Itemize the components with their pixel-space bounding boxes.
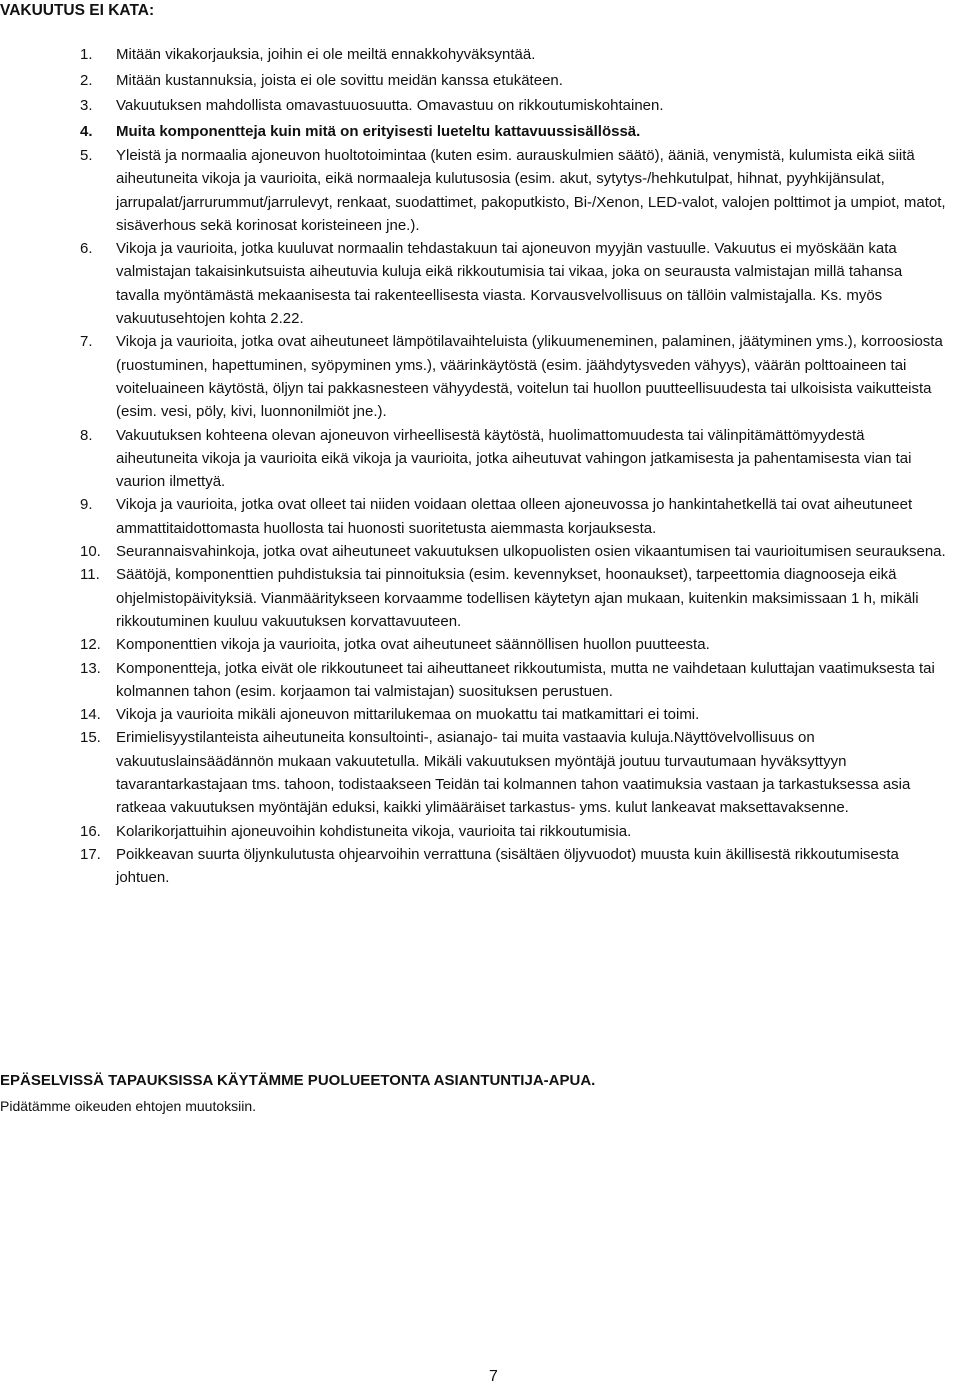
- list-item-text: Vikoja ja vaurioita mikäli ajoneuvon mittarilukemaa on muokattu tai matkamittari ei toimi.: [116, 706, 700, 724]
- list-item: [0, 633, 946, 656]
- exclusions-list: [0, 42, 960, 890]
- list-item-number: 15.: [80, 729, 101, 747]
- footer-heading: EPÄSELVISSÄ TAPAUKSISSA KÄYTÄMME PUOLUEETONTA ASIANTUNTIJA-APUA.: [0, 1072, 596, 1089]
- list-item-number: 2.: [80, 71, 93, 89]
- list-item-text: Komponenttien vikoja ja vaurioita, jotka ovat aiheutuneet säännöllisen huollon puutteesta.: [116, 636, 710, 654]
- list-item-number: 7.: [80, 333, 93, 351]
- list-item-number: 3.: [80, 97, 93, 114]
- list-item: [0, 93, 946, 119]
- list-item: [0, 843, 946, 890]
- page-number: 7: [489, 1368, 498, 1385]
- list-item-text: Vikoja ja vaurioita, jotka ovat aiheutuneet lämpötilavaihteluista (ylikuumeneminen, palaminen, jäätyminen yms.), korroosiosta (ruostuminen, hapettuminen, syöpyminen yms.), väärinkäytöstä (esim. jäähdytysveden vähyys), väärän polttoaineen tai voiteluaineen käytöstä, öljyn tai pakkasnesteen vähyydestä, voitelun tai huollon puutteellisuudesta tai ulkoisista vaikutteista (esim. vesi, pöly, kivi, luonnonilmiöt jne.).: [116, 333, 943, 421]
- list-item: [0, 726, 946, 819]
- section-heading: VAKUUTUS EI KATA:: [0, 2, 155, 19]
- list-item: [0, 68, 946, 94]
- list-item: [0, 563, 946, 633]
- footer-note: Pidätämme oikeuden ehtojen muutoksiin.: [0, 1098, 257, 1114]
- list-item-text: Komponentteja, jotka eivät ole rikkoutuneet tai aiheuttaneet rikkoutumista, mutta ne vaihdetaan kuluttajan vaatimuksesta tai kolmannen tahon (esim. korjaamon tai valmistajan) suosituksen perustuen.: [116, 659, 935, 700]
- list-item-text: Säätöjä, komponenttien puhdistuksia tai pinnoituksia (esim. kevennykset, hoonaukset), tarpeettomia diagnooseja eikä ohjelmistopäivityksiä. Vianmääritykseen korvaamme todellisen käytetyn ajan mukaan, kuitenkin maksimissaan 1 h, mikäli rikkoutuminen kuuluu vakuutuksen korvattavuuteen.: [116, 566, 919, 630]
- list-item-number: 12.: [80, 636, 101, 654]
- list-item-text: Vikoja ja vaurioita, jotka kuuluvat normaalin tehdastakuun tai ajoneuvon myyjän vastuulle. Vakuutus ei myöskään kata valmistajan takaisinkutsuista aiheutuvia kuluja eikä rikkoutumisia tai vikaa, joka on seurausta valmistajan millä tahansa tavalla myöntämästä mekaanisesta tai rakenteellisesta viasta. Korvausvelvollisuus on tällöin valmistajalla. Ks. myös vakuutusehtojen kohta 2.22.: [116, 240, 903, 328]
- list-item: [0, 119, 946, 145]
- list-item-number: 17.: [80, 845, 101, 863]
- list-item-number: 10.: [80, 543, 101, 561]
- list-item-text: Mitään kustannuksia, joista ei ole sovittu meidän kanssa etukäteen.: [116, 71, 563, 89]
- list-item-text: Kolarikorjattuihin ajoneuvoihin kohdistuneita vikoja, vaurioita tai rikkoutumisia.: [116, 822, 632, 840]
- list-item-text: Seurannaisvahinkoja, jotka ovat aiheutuneet vakuutuksen ulkopuolisten osien vikaantumisen tai vaurioitumisen seurauksena.: [116, 543, 946, 561]
- list-item: [0, 703, 946, 726]
- list-item-text: Vikoja ja vaurioita, jotka ovat olleet tai niiden voidaan olettaa olleen ajoneuvossa jo hankintahetkellä tai ovat aiheutuneet ammattitaidottomasta huollosta tai huonosti suoritetusta aiemmasta korjauksesta.: [116, 496, 913, 537]
- list-item-text: Poikkeavan suurta öljynkulutusta ohjearvoihin verrattuna (sisältäen öljyvuodot) muusta kuin äkillisestä rikkoutumisesta johtuen.: [116, 845, 899, 887]
- list-item-number: 16.: [80, 822, 101, 840]
- list-item: [0, 424, 946, 494]
- list-item-number: 1.: [80, 46, 93, 63]
- list-item-number: 5.: [80, 147, 93, 164]
- list-item-number: 8.: [80, 426, 93, 444]
- list-item: [0, 820, 946, 843]
- list-item-number: 13.: [80, 659, 101, 677]
- list-item: [0, 540, 946, 563]
- list-item: [0, 42, 946, 68]
- list-item-number: 11.: [80, 566, 100, 584]
- list-item-text: Yleistä ja normaalia ajoneuvon huoltotoimintaa (kuten esim. aurauskulmien säätö), ääniä, venymistä, kulumista eikä siitä aiheutuneita vikoja ja vaurioita, eikä normaaleja kulutusosia (esim. akut, sytytys-/hehkutulpat, hihnat, pyyhkijänsulat, jarrupalat/jarrurummut/jarrulevyt, renkaat, suodattimet, pakoputkisto, Bi-/Xenon, LED-valot, valojen polttimot ja umpiot, matot, sisäverhous sekä korinosat koristeineen jne.).: [116, 147, 946, 234]
- list-item: [0, 493, 946, 540]
- list-item-text: Vakuutuksen kohteena olevan ajoneuvon virheellisestä käytöstä, huolimattomuudesta tai välinpitämättömyydestä aiheutuneita vikoja ja vaurioita eikä vikoja ja vaurioita, jotka aiheutuvat vahingon jatkamisesta ja pahentamisesta vian tai vaurion ilmettyä.: [116, 426, 912, 491]
- list-item-number: 14.: [80, 706, 101, 724]
- list-item: [0, 657, 946, 704]
- list-item-number: 6.: [80, 240, 93, 258]
- list-item: [0, 237, 946, 330]
- list-item: [0, 144, 946, 237]
- list-item-text: Muita komponentteja kuin mitä on erityisesti lueteltu kattavuussisällössä.: [116, 122, 641, 140]
- list-item-text: Erimielisyystilanteista aiheutuneita konsultointi-, asianajo- tai muita vastaavia kuluja.Näyttövelvollisuus on vakuutuslainsäädännön mukaan vakuutetulla. Mikäli vakuutuksen myöntäjä joutuu turvautumaan hyväksyttyyn tavarantarkastajaan tms. tahoon, todistaakseen Teidän tai kolmannen tahon vaatimuksia vastaan ja tarkastuksessa asia ratkeaa vakuutuksen myöntäjän eduksi, kaikki ylimääräiset tarkastus- yms. kulut lankeavat maksettavaksenne.: [116, 729, 911, 817]
- list-item-text: Vakuutuksen mahdollista omavastuuosuutta. Omavastuu on rikkoutumiskohtainen.: [116, 97, 664, 114]
- list-item: [0, 330, 946, 423]
- list-item-text: Mitään vikakorjauksia, joihin ei ole meiltä ennakkohyväksyntää.: [116, 46, 536, 63]
- list-item-number: 9.: [80, 496, 93, 514]
- list-item-number: 4.: [80, 122, 93, 140]
